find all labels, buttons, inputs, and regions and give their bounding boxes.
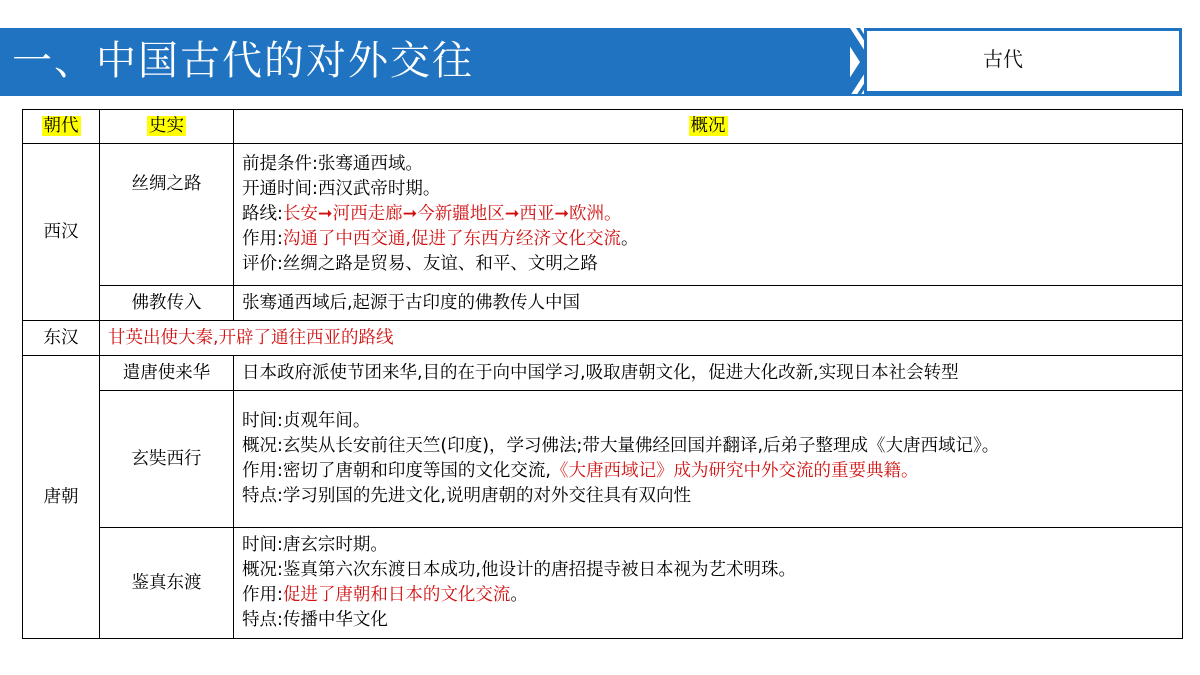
page-title: 一、中国古代的对外交往 <box>12 38 474 84</box>
title-banner <box>0 28 850 94</box>
overview-cell-donghan: 甘英出使大秦,开辟了通往西亚的路线 <box>100 321 1183 356</box>
overview-cell-buddhism: 张骞通西域后,起源于古印度的佛教传人中国 <box>234 286 1183 321</box>
overview-cell-silk-road: 前提条件:张骞通西域。 开通时间:西汉武帝时期。 路线:长安➞河西走廊➞今新疆地区➞西亚➞欧洲。 作用:沟通了中西交通,促进了东西方经济文化交流。 评价:丝绸之路是贸易、友谊、和平、文明之路 <box>234 144 1183 286</box>
overview-cell-envoys: 日本政府派使节团来华,目的在于向中国学习,吸取唐朝文化，促进大化改新,实现日本社会转型 <box>234 356 1183 391</box>
fact-cell-buddhism: 佛教传入 <box>100 286 234 321</box>
fact-cell-jianzhen: 鉴真东渡 <box>100 528 234 639</box>
table-row <box>23 356 1183 391</box>
banner-divider <box>0 94 1182 96</box>
dynasty-cell-donghan: 东汉 <box>23 321 100 356</box>
overview-cell-jianzhen: 时间:唐玄宗时期。 概况:鉴真第六次东渡日本成功,他设计的唐招提寺被日本视为艺术明珠。 作用:促进了唐朝和日本的文化交流。 特点:传播中华文化 <box>234 528 1183 639</box>
header-dynasty: 朝代 <box>23 110 100 144</box>
table-row <box>23 528 1183 639</box>
header-fact: 史实 <box>100 110 234 144</box>
fact-cell-envoys: 遣唐使来华 <box>100 356 234 391</box>
fact-cell-xuanzang: 玄奘西行 <box>100 391 234 528</box>
table-header-row <box>23 110 1183 144</box>
table-row <box>23 144 1183 286</box>
overview-cell-xuanzang: 时间:贞观年间。 概况:玄奘从长安前往天竺(印度)，学习佛法;带大量佛经回国并翻译,后弟子整理成《大唐西域记》。 作用:密切了唐朝和印度等国的文化交流,《大唐西域记》成为研究中外交流的重要典籍。 特点:学习别国的先进文化,说明唐朝的对外交往具有双向性 <box>234 391 1183 528</box>
dynasty-cell-xihan: 西汉 <box>23 144 100 321</box>
section-tag <box>864 28 1182 94</box>
history-table <box>22 109 1183 639</box>
table-row <box>23 321 1183 356</box>
table-row <box>23 391 1183 528</box>
fact-cell-silk-road: 丝绸之路 <box>100 144 234 286</box>
header-overview: 概况 <box>234 110 1183 144</box>
dynasty-cell-tang: 唐朝 <box>23 356 100 639</box>
section-tag-label: 古代 <box>983 47 1023 71</box>
table-row <box>23 286 1183 321</box>
